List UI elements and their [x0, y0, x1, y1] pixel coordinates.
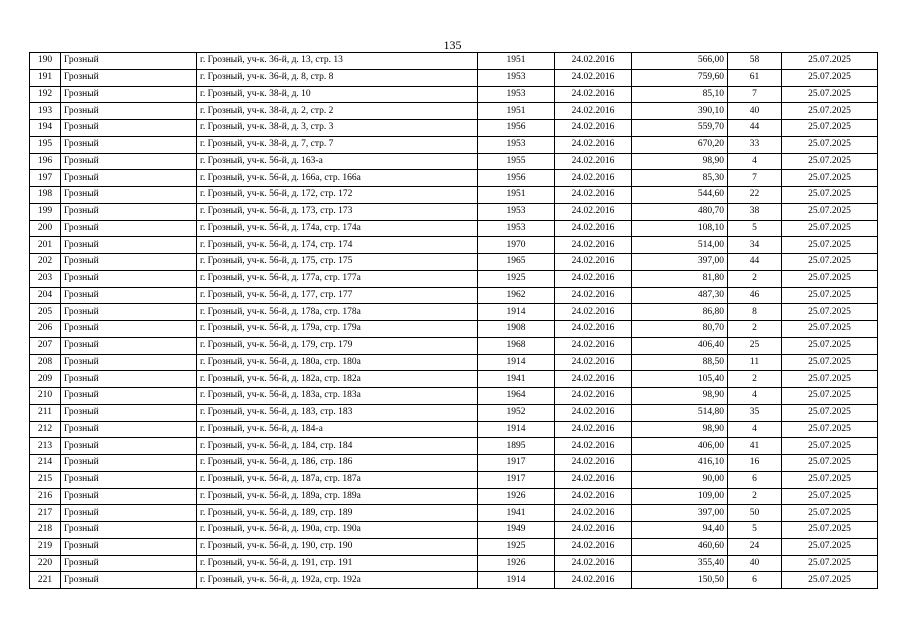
address-cell: г. Грозный, уч-к. 56-й, д. 179а, стр. 179а	[197, 321, 478, 338]
deadline-date-cell: 25.07.2025	[782, 69, 878, 86]
row-number-cell: 196	[30, 153, 61, 170]
city-cell: Грозный	[61, 321, 197, 338]
row-number-cell: 204	[30, 287, 61, 304]
survey-date-cell: 24.02.2016	[555, 538, 632, 555]
survey-date-cell: 24.02.2016	[555, 254, 632, 271]
survey-date-cell: 24.02.2016	[555, 321, 632, 338]
row-number-cell: 200	[30, 220, 61, 237]
city-cell: Грозный	[61, 371, 197, 388]
deadline-date-cell: 25.07.2025	[782, 538, 878, 555]
survey-date-cell: 24.02.2016	[555, 153, 632, 170]
deadline-date-cell: 25.07.2025	[782, 170, 878, 187]
address-cell: г. Грозный, уч-к. 56-й, д. 174а, стр. 174а	[197, 220, 478, 237]
survey-date-cell: 24.02.2016	[555, 304, 632, 321]
build-year-cell: 1953	[478, 86, 555, 103]
survey-date-cell: 24.02.2016	[555, 187, 632, 204]
table-row	[30, 220, 878, 237]
city-cell: Грозный	[61, 86, 197, 103]
row-number-cell: 212	[30, 421, 61, 438]
table-row	[30, 538, 878, 555]
address-cell: г. Грозный, уч-к. 56-й, д. 163-а	[197, 153, 478, 170]
row-number-cell: 203	[30, 270, 61, 287]
area-cell: 759,60	[632, 69, 728, 86]
table-row	[30, 337, 878, 354]
area-cell: 80,70	[632, 321, 728, 338]
area-cell: 397,00	[632, 254, 728, 271]
area-cell: 406,40	[632, 337, 728, 354]
table-row	[30, 254, 878, 271]
city-cell: Грозный	[61, 438, 197, 455]
residents-count-cell: 61	[728, 69, 782, 86]
survey-date-cell: 24.02.2016	[555, 455, 632, 472]
city-cell: Грозный	[61, 69, 197, 86]
build-year-cell: 1926	[478, 488, 555, 505]
city-cell: Грозный	[61, 187, 197, 204]
area-cell: 94,40	[632, 522, 728, 539]
city-cell: Грозный	[61, 505, 197, 522]
residents-count-cell: 44	[728, 120, 782, 137]
build-year-cell: 1951	[478, 103, 555, 120]
address-cell: г. Грозный, уч-к. 56-й, д. 189а, стр. 189а	[197, 488, 478, 505]
city-cell: Грозный	[61, 120, 197, 137]
address-cell: г. Грозный, уч-к. 56-й, д. 175, стр. 175	[197, 254, 478, 271]
table-row	[30, 153, 878, 170]
table-row	[30, 388, 878, 405]
table-row	[30, 86, 878, 103]
deadline-date-cell: 25.07.2025	[782, 321, 878, 338]
address-cell: г. Грозный, уч-к. 36-й, д. 13, стр. 13	[197, 53, 478, 70]
residents-count-cell: 44	[728, 254, 782, 271]
residents-count-cell: 58	[728, 53, 782, 70]
area-cell: 670,20	[632, 136, 728, 153]
build-year-cell: 1925	[478, 538, 555, 555]
table-row	[30, 471, 878, 488]
deadline-date-cell: 25.07.2025	[782, 237, 878, 254]
row-number-cell: 193	[30, 103, 61, 120]
survey-date-cell: 24.02.2016	[555, 438, 632, 455]
row-number-cell: 216	[30, 488, 61, 505]
area-cell: 88,50	[632, 354, 728, 371]
survey-date-cell: 24.02.2016	[555, 237, 632, 254]
deadline-date-cell: 25.07.2025	[782, 505, 878, 522]
survey-date-cell: 24.02.2016	[555, 270, 632, 287]
build-year-cell: 1895	[478, 438, 555, 455]
residents-count-cell: 7	[728, 86, 782, 103]
residents-count-cell: 6	[728, 471, 782, 488]
deadline-date-cell: 25.07.2025	[782, 304, 878, 321]
area-cell: 514,00	[632, 237, 728, 254]
build-year-cell: 1953	[478, 136, 555, 153]
deadline-date-cell: 25.07.2025	[782, 404, 878, 421]
address-cell: г. Грозный, уч-к. 56-й, д. 189, стр. 189	[197, 505, 478, 522]
area-cell: 544,60	[632, 187, 728, 204]
deadline-date-cell: 25.07.2025	[782, 522, 878, 539]
area-cell: 98,90	[632, 421, 728, 438]
deadline-date-cell: 25.07.2025	[782, 103, 878, 120]
survey-date-cell: 24.02.2016	[555, 220, 632, 237]
area-cell: 460,60	[632, 538, 728, 555]
deadline-date-cell: 25.07.2025	[782, 354, 878, 371]
build-year-cell: 1968	[478, 337, 555, 354]
row-number-cell: 211	[30, 404, 61, 421]
deadline-date-cell: 25.07.2025	[782, 187, 878, 204]
survey-date-cell: 24.02.2016	[555, 53, 632, 70]
area-cell: 86,80	[632, 304, 728, 321]
city-cell: Грозный	[61, 136, 197, 153]
row-number-cell: 195	[30, 136, 61, 153]
row-number-cell: 207	[30, 337, 61, 354]
table-row	[30, 69, 878, 86]
address-cell: г. Грозный, уч-к. 56-й, д. 177а, стр. 177а	[197, 270, 478, 287]
build-year-cell: 1951	[478, 187, 555, 204]
deadline-date-cell: 25.07.2025	[782, 337, 878, 354]
survey-date-cell: 24.02.2016	[555, 136, 632, 153]
city-cell: Грозный	[61, 522, 197, 539]
area-cell: 397,00	[632, 505, 728, 522]
city-cell: Грозный	[61, 270, 197, 287]
deadline-date-cell: 25.07.2025	[782, 153, 878, 170]
address-cell: г. Грозный, уч-к. 56-й, д. 183а, стр. 183а	[197, 388, 478, 405]
table-row	[30, 371, 878, 388]
survey-date-cell: 24.02.2016	[555, 203, 632, 220]
survey-date-cell: 24.02.2016	[555, 170, 632, 187]
survey-date-cell: 24.02.2016	[555, 421, 632, 438]
table-row	[30, 187, 878, 204]
deadline-date-cell: 25.07.2025	[782, 555, 878, 572]
deadline-date-cell: 25.07.2025	[782, 438, 878, 455]
city-cell: Грозный	[61, 153, 197, 170]
city-cell: Грозный	[61, 488, 197, 505]
address-cell: г. Грозный, уч-к. 56-й, д. 184-а	[197, 421, 478, 438]
area-cell: 559,70	[632, 120, 728, 137]
build-year-cell: 1914	[478, 354, 555, 371]
build-year-cell: 1908	[478, 321, 555, 338]
row-number-cell: 197	[30, 170, 61, 187]
residents-count-cell: 11	[728, 354, 782, 371]
address-cell: г. Грозный, уч-к. 56-й, д. 180а, стр. 180а	[197, 354, 478, 371]
city-cell: Грозный	[61, 254, 197, 271]
table-row	[30, 170, 878, 187]
residents-count-cell: 7	[728, 170, 782, 187]
deadline-date-cell: 25.07.2025	[782, 388, 878, 405]
city-cell: Грозный	[61, 203, 197, 220]
build-year-cell: 1917	[478, 471, 555, 488]
residents-count-cell: 46	[728, 287, 782, 304]
residents-count-cell: 40	[728, 103, 782, 120]
city-cell: Грозный	[61, 471, 197, 488]
build-year-cell: 1914	[478, 304, 555, 321]
deadline-date-cell: 25.07.2025	[782, 488, 878, 505]
area-cell: 566,00	[632, 53, 728, 70]
table-body	[30, 53, 878, 589]
area-cell: 85,10	[632, 86, 728, 103]
survey-date-cell: 24.02.2016	[555, 555, 632, 572]
address-cell: г. Грозный, уч-к. 38-й, д. 3, стр. 3	[197, 120, 478, 137]
survey-date-cell: 24.02.2016	[555, 488, 632, 505]
build-year-cell: 1941	[478, 505, 555, 522]
survey-date-cell: 24.02.2016	[555, 471, 632, 488]
deadline-date-cell: 25.07.2025	[782, 220, 878, 237]
table-row	[30, 237, 878, 254]
build-year-cell: 1952	[478, 404, 555, 421]
residents-count-cell: 41	[728, 438, 782, 455]
address-cell: г. Грозный, уч-к. 56-й, д. 179, стр. 179	[197, 337, 478, 354]
deadline-date-cell: 25.07.2025	[782, 270, 878, 287]
area-cell: 90,00	[632, 471, 728, 488]
address-cell: г. Грозный, уч-к. 56-й, д. 186, стр. 186	[197, 455, 478, 472]
build-year-cell: 1953	[478, 203, 555, 220]
build-year-cell: 1949	[478, 522, 555, 539]
table-row	[30, 136, 878, 153]
address-cell: г. Грозный, уч-к. 38-й, д. 2, стр. 2	[197, 103, 478, 120]
row-number-cell: 201	[30, 237, 61, 254]
area-cell: 416,10	[632, 455, 728, 472]
city-cell: Грозный	[61, 103, 197, 120]
address-cell: г. Грозный, уч-к. 56-й, д. 172, стр. 172	[197, 187, 478, 204]
build-year-cell: 1955	[478, 153, 555, 170]
area-cell: 81,80	[632, 270, 728, 287]
table-row	[30, 404, 878, 421]
table-row	[30, 53, 878, 70]
city-cell: Грозный	[61, 455, 197, 472]
table-row	[30, 120, 878, 137]
survey-date-cell: 24.02.2016	[555, 505, 632, 522]
table-row	[30, 354, 878, 371]
row-number-cell: 214	[30, 455, 61, 472]
deadline-date-cell: 25.07.2025	[782, 120, 878, 137]
area-cell: 487,30	[632, 287, 728, 304]
address-cell: г. Грозный, уч-к. 38-й, д. 7, стр. 7	[197, 136, 478, 153]
address-cell: г. Грозный, уч-к. 56-й, д. 192а, стр. 192а	[197, 572, 478, 589]
residents-count-cell: 2	[728, 321, 782, 338]
survey-date-cell: 24.02.2016	[555, 522, 632, 539]
area-cell: 98,90	[632, 153, 728, 170]
deadline-date-cell: 25.07.2025	[782, 254, 878, 271]
survey-date-cell: 24.02.2016	[555, 371, 632, 388]
area-cell: 514,80	[632, 404, 728, 421]
row-number-cell: 202	[30, 254, 61, 271]
area-cell: 406,00	[632, 438, 728, 455]
row-number-cell: 190	[30, 53, 61, 70]
row-number-cell: 192	[30, 86, 61, 103]
city-cell: Грозный	[61, 354, 197, 371]
survey-date-cell: 24.02.2016	[555, 103, 632, 120]
residents-count-cell: 5	[728, 522, 782, 539]
deadline-date-cell: 25.07.2025	[782, 572, 878, 589]
deadline-date-cell: 25.07.2025	[782, 203, 878, 220]
address-cell: г. Грозный, уч-к. 56-й, д. 190, стр. 190	[197, 538, 478, 555]
table-row	[30, 505, 878, 522]
survey-date-cell: 24.02.2016	[555, 69, 632, 86]
table-row	[30, 203, 878, 220]
address-cell: г. Грозный, уч-к. 56-й, д. 177, стр. 177	[197, 287, 478, 304]
residents-count-cell: 8	[728, 304, 782, 321]
build-year-cell: 1926	[478, 555, 555, 572]
city-cell: Грозный	[61, 404, 197, 421]
residents-count-cell: 35	[728, 404, 782, 421]
survey-date-cell: 24.02.2016	[555, 120, 632, 137]
deadline-date-cell: 25.07.2025	[782, 421, 878, 438]
residents-count-cell: 40	[728, 555, 782, 572]
residents-count-cell: 2	[728, 371, 782, 388]
survey-date-cell: 24.02.2016	[555, 388, 632, 405]
table-row	[30, 321, 878, 338]
row-number-cell: 218	[30, 522, 61, 539]
build-year-cell: 1917	[478, 455, 555, 472]
build-year-cell: 1962	[478, 287, 555, 304]
address-cell: г. Грозный, уч-к. 56-й, д. 190а, стр. 190а	[197, 522, 478, 539]
survey-date-cell: 24.02.2016	[555, 86, 632, 103]
table-row	[30, 438, 878, 455]
address-cell: г. Грозный, уч-к. 56-й, д. 183, стр. 183	[197, 404, 478, 421]
row-number-cell: 191	[30, 69, 61, 86]
residents-count-cell: 4	[728, 153, 782, 170]
address-cell: г. Грозный, уч-к. 56-й, д. 187а, стр. 187а	[197, 471, 478, 488]
area-cell: 109,00	[632, 488, 728, 505]
row-number-cell: 215	[30, 471, 61, 488]
city-cell: Грозный	[61, 170, 197, 187]
address-cell: г. Грозный, уч-к. 56-й, д. 182а, стр. 182а	[197, 371, 478, 388]
row-number-cell: 206	[30, 321, 61, 338]
build-year-cell: 1956	[478, 120, 555, 137]
row-number-cell: 217	[30, 505, 61, 522]
address-cell: г. Грозный, уч-к. 56-й, д. 191, стр. 191	[197, 555, 478, 572]
table-row	[30, 304, 878, 321]
table-row	[30, 103, 878, 120]
address-cell: г. Грозный, уч-к. 56-й, д. 184, стр. 184	[197, 438, 478, 455]
residents-count-cell: 25	[728, 337, 782, 354]
row-number-cell: 208	[30, 354, 61, 371]
residents-count-cell: 4	[728, 421, 782, 438]
residents-count-cell: 38	[728, 203, 782, 220]
survey-date-cell: 24.02.2016	[555, 404, 632, 421]
area-cell: 150,50	[632, 572, 728, 589]
survey-date-cell: 24.02.2016	[555, 337, 632, 354]
city-cell: Грозный	[61, 237, 197, 254]
row-number-cell: 198	[30, 187, 61, 204]
deadline-date-cell: 25.07.2025	[782, 455, 878, 472]
residents-count-cell: 33	[728, 136, 782, 153]
deadline-date-cell: 25.07.2025	[782, 86, 878, 103]
table-row	[30, 522, 878, 539]
row-number-cell: 213	[30, 438, 61, 455]
table-row	[30, 421, 878, 438]
area-cell: 390,10	[632, 103, 728, 120]
city-cell: Грозный	[61, 555, 197, 572]
city-cell: Грозный	[61, 53, 197, 70]
address-cell: г. Грозный, уч-к. 56-й, д. 178а, стр. 178а	[197, 304, 478, 321]
residents-count-cell: 2	[728, 270, 782, 287]
build-year-cell: 1970	[478, 237, 555, 254]
table-row	[30, 270, 878, 287]
row-number-cell: 194	[30, 120, 61, 137]
deadline-date-cell: 25.07.2025	[782, 136, 878, 153]
build-year-cell: 1953	[478, 220, 555, 237]
build-year-cell: 1956	[478, 170, 555, 187]
area-cell: 355,40	[632, 555, 728, 572]
table-row	[30, 572, 878, 589]
area-cell: 98,90	[632, 388, 728, 405]
residents-count-cell: 5	[728, 220, 782, 237]
area-cell: 85,30	[632, 170, 728, 187]
residents-count-cell: 6	[728, 572, 782, 589]
page-number: 135	[443, 38, 462, 52]
row-number-cell: 219	[30, 538, 61, 555]
deadline-date-cell: 25.07.2025	[782, 53, 878, 70]
build-year-cell: 1964	[478, 388, 555, 405]
residents-count-cell: 16	[728, 455, 782, 472]
table-row	[30, 455, 878, 472]
build-year-cell: 1941	[478, 371, 555, 388]
row-number-cell: 210	[30, 388, 61, 405]
address-cell: г. Грозный, уч-к. 36-й, д. 8, стр. 8	[197, 69, 478, 86]
survey-date-cell: 24.02.2016	[555, 287, 632, 304]
city-cell: Грозный	[61, 538, 197, 555]
survey-date-cell: 24.02.2016	[555, 354, 632, 371]
city-cell: Грозный	[61, 388, 197, 405]
build-year-cell: 1925	[478, 270, 555, 287]
row-number-cell: 221	[30, 572, 61, 589]
address-cell: г. Грозный, уч-к. 56-й, д. 173, стр. 173	[197, 203, 478, 220]
row-number-cell: 199	[30, 203, 61, 220]
deadline-date-cell: 25.07.2025	[782, 287, 878, 304]
build-year-cell: 1914	[478, 421, 555, 438]
address-cell: г. Грозный, уч-к. 56-й, д. 174, стр. 174	[197, 237, 478, 254]
deadline-date-cell: 25.07.2025	[782, 471, 878, 488]
area-cell: 105,40	[632, 371, 728, 388]
table-row	[30, 287, 878, 304]
table-row	[30, 488, 878, 505]
address-cell: г. Грозный, уч-к. 38-й, д. 10	[197, 86, 478, 103]
deadline-date-cell: 25.07.2025	[782, 371, 878, 388]
residents-count-cell: 34	[728, 237, 782, 254]
table-row	[30, 555, 878, 572]
row-number-cell: 205	[30, 304, 61, 321]
row-number-cell: 220	[30, 555, 61, 572]
survey-date-cell: 24.02.2016	[555, 572, 632, 589]
residents-count-cell: 4	[728, 388, 782, 405]
city-cell: Грозный	[61, 337, 197, 354]
row-number-cell: 209	[30, 371, 61, 388]
build-year-cell: 1953	[478, 69, 555, 86]
residents-count-cell: 2	[728, 488, 782, 505]
address-cell: г. Грозный, уч-к. 56-й, д. 166а, стр. 166а	[197, 170, 478, 187]
city-cell: Грозный	[61, 572, 197, 589]
area-cell: 108,10	[632, 220, 728, 237]
city-cell: Грозный	[61, 421, 197, 438]
residents-count-cell: 50	[728, 505, 782, 522]
city-cell: Грозный	[61, 287, 197, 304]
build-year-cell: 1914	[478, 572, 555, 589]
residents-count-cell: 22	[728, 187, 782, 204]
build-year-cell: 1965	[478, 254, 555, 271]
area-cell: 480,70	[632, 203, 728, 220]
build-year-cell: 1951	[478, 53, 555, 70]
city-cell: Грозный	[61, 304, 197, 321]
housing-registry-table	[29, 52, 878, 589]
city-cell: Грозный	[61, 220, 197, 237]
residents-count-cell: 24	[728, 538, 782, 555]
